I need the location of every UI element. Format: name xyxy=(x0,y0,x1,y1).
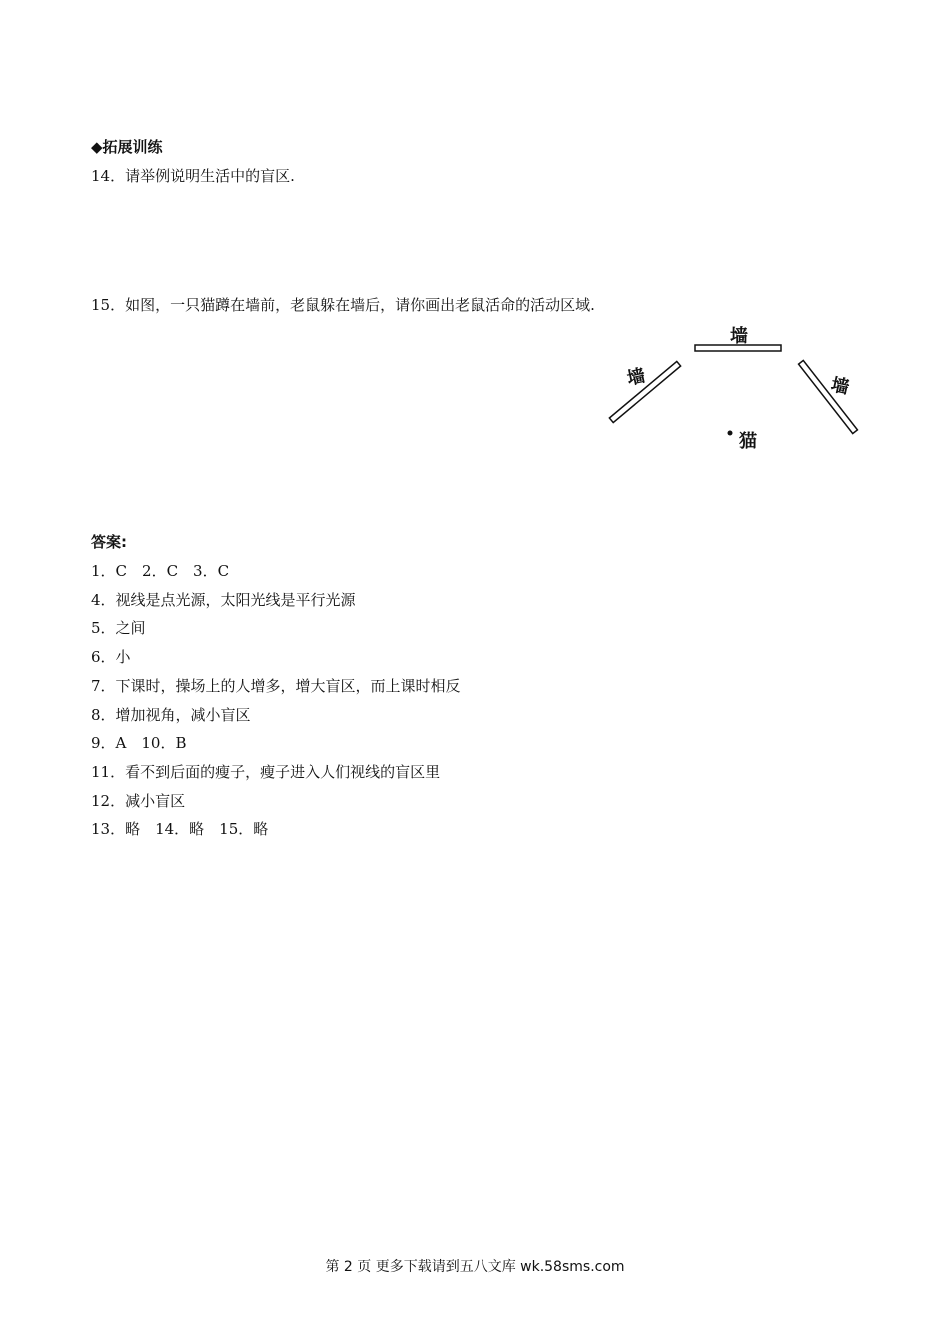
cat-label: 猫 xyxy=(739,431,757,452)
answer-line: 8．增加视角，减小盲区 xyxy=(91,706,251,724)
answer-line: 12．减小盲区 xyxy=(91,792,186,810)
answer-line: 4．视线是点光源，太阳光线是平行光源 xyxy=(91,591,356,609)
page-footer: 第 2 页 更多下载请到五八文库 wk.58sms.com xyxy=(325,1259,625,1275)
cat-dot xyxy=(728,431,733,436)
wall-right xyxy=(799,360,858,433)
answer-line: 5．之间 xyxy=(91,619,146,637)
answers-heading: 答案: xyxy=(91,533,127,551)
answer-line: 11．看不到后面的瘦子，瘦子进入人们视线的盲区里 xyxy=(91,763,441,781)
wall-top-label: 墙 xyxy=(730,326,748,347)
answer-line: 13．略 14．略 15．略 xyxy=(91,820,269,838)
answer-line: 6．小 xyxy=(91,648,131,666)
question-14: 14．请举例说明生活中的盲区. xyxy=(91,167,295,185)
answer-line: 9．A 10．B xyxy=(91,734,187,752)
wall-left xyxy=(609,361,680,422)
wall-right-label: 墙 xyxy=(828,374,851,399)
answer-line: 7．下课时，操场上的人增多，增大盲区，而上课时相反 xyxy=(91,677,461,695)
walls-cat-figure xyxy=(600,320,870,470)
question-15: 15．如图，一只猫蹲在墙前，老鼠躲在墙后，请你画出老鼠活命的活动区域. xyxy=(91,296,595,314)
answer-line: 1．C 2．C 3．C xyxy=(91,562,230,580)
extension-heading: ◆拓展训练 xyxy=(91,138,163,156)
wall-left-label: 墙 xyxy=(625,365,648,390)
